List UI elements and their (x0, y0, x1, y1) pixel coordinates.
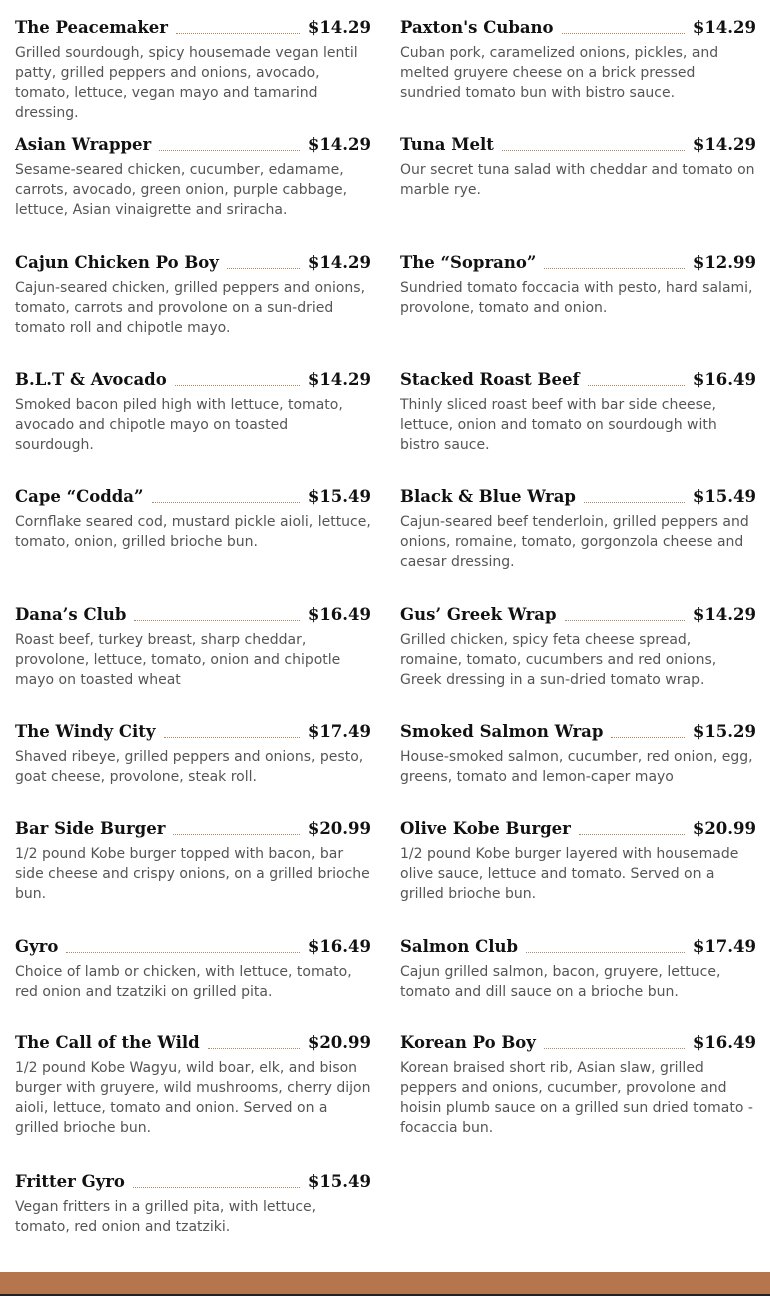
item-description: Cornflake seared cod, mustard pickle aioli, lettuce, tomato, onion, grilled brioche bun. (15, 514, 371, 550)
menu-item (15, 132, 371, 220)
dot-leader (175, 385, 300, 386)
item-name: B.L.T & Avocado (15, 370, 167, 389)
dot-leader (611, 737, 684, 738)
dot-leader (159, 150, 300, 151)
menu-item (400, 15, 756, 103)
item-name: Fritter Gyro (15, 1172, 125, 1191)
item-description: Our secret tuna salad with cheddar and tomato on marble rye. (400, 162, 755, 198)
menu-item (400, 602, 756, 690)
dot-leader (134, 620, 299, 621)
menu-item (400, 934, 756, 1002)
item-description: Cajun-seared beef tenderloin, grilled peppers and onions, romaine, tomato, gorgonzola cheese and caesar dressing. (400, 514, 749, 570)
menu-item (15, 1030, 371, 1138)
item-name: Cape “Codda” (15, 487, 144, 506)
menu-item (400, 367, 756, 455)
item-description: House-smoked salmon, cucumber, red onion, egg, greens, tomato and lemon-caper mayo (400, 749, 753, 785)
dot-leader (133, 1187, 300, 1188)
item-description: Cuban pork, caramelized onions, pickles, and melted gruyere cheese on a brick pressed sundried tomato bun with bistro sauce. (400, 45, 719, 101)
menu-item (15, 602, 371, 690)
dot-leader (164, 737, 300, 738)
item-price: $14.29 (307, 135, 371, 154)
menu-item (400, 1030, 756, 1138)
menu-item (400, 719, 756, 787)
item-price: $15.49 (307, 487, 371, 506)
dot-leader (565, 620, 685, 621)
item-description: 1/2 pound Kobe burger layered with housemade olive sauce, lettuce and tomato. Served on a grilled brioche bun. (400, 846, 739, 902)
item-description: Shaved ribeye, grilled peppers and onions, pesto, goat cheese, provolone, steak roll. (15, 749, 364, 785)
item-description: Sundried tomato foccacia with pesto, hard salami, provolone, tomato and onion. (400, 280, 753, 316)
dot-leader (562, 33, 685, 34)
item-description: Sesame-seared chicken, cucumber, edamame, carrots, avocado, green onion, purple cabbage, lettuce, Asian vinaigrette and sriracha. (15, 162, 348, 218)
item-description: Cajun grilled salmon, bacon, gruyere, lettuce, tomato and dill sauce on a brioche bun. (400, 964, 721, 1000)
item-description: Smoked bacon piled high with lettuce, tomato, avocado and chipotle mayo on toasted sourdough. (15, 397, 343, 453)
item-price: $14.29 (692, 135, 756, 154)
item-price: $16.49 (692, 370, 756, 389)
item-name: Bar Side Burger (15, 819, 166, 838)
item-price: $15.49 (692, 487, 756, 506)
menu-item (400, 816, 756, 904)
item-description: Cajun-seared chicken, grilled peppers and onions, tomato, carrots and provolone on a sun-dried tomato roll and chipotle mayo. (15, 280, 366, 336)
dot-leader (579, 834, 685, 835)
item-price: $16.49 (692, 1033, 756, 1052)
item-name: Smoked Salmon Wrap (400, 722, 604, 741)
item-description: Vegan fritters in a grilled pita, with lettuce, tomato, red onion and tzatziki. (15, 1199, 317, 1235)
item-name: The Peacemaker (15, 18, 168, 37)
dot-leader (544, 1048, 685, 1049)
item-price: $17.49 (307, 722, 371, 741)
menu-item (15, 367, 371, 455)
item-name: The “Soprano” (400, 253, 537, 272)
dot-leader (152, 502, 300, 503)
dot-leader (227, 268, 300, 269)
menu-item (400, 132, 756, 200)
item-name: Stacked Roast Beef (400, 370, 580, 389)
item-price: $12.99 (692, 253, 756, 272)
item-description: 1/2 pound Kobe burger topped with bacon, bar side cheese and crispy onions, on a grilled brioche bun. (15, 846, 370, 902)
dot-leader (544, 268, 685, 269)
item-price: $14.29 (692, 18, 756, 37)
menu-item (15, 719, 371, 787)
dot-leader (584, 502, 685, 503)
item-price: $14.29 (307, 253, 371, 272)
dot-leader (588, 385, 685, 386)
item-price: $15.49 (307, 1172, 371, 1191)
item-price: $20.99 (307, 819, 371, 838)
item-price: $14.29 (692, 605, 756, 624)
dot-leader (66, 952, 299, 953)
item-description: Roast beef, turkey breast, sharp cheddar, provolone, lettuce, tomato, onion and chipotle mayo on toasted wheat (15, 632, 341, 688)
dot-leader (208, 1048, 300, 1049)
item-name: Gyro (15, 937, 59, 956)
item-description: Choice of lamb or chicken, with lettuce, tomato, red onion and tzatziki on grilled pita. (15, 964, 352, 1000)
item-price: $16.49 (307, 605, 371, 624)
menu-item (15, 250, 371, 338)
item-price: $15.29 (692, 722, 756, 741)
item-price: $16.49 (307, 937, 371, 956)
item-price: $14.29 (307, 370, 371, 389)
item-name: Dana’s Club (15, 605, 127, 624)
dot-leader (502, 150, 685, 151)
menu-item (400, 484, 756, 572)
dot-leader (176, 33, 300, 34)
item-description: Grilled chicken, spicy feta cheese spread, romaine, tomato, cucumbers and red onions, Greek dressing in a sun-dried tomato wrap. (400, 632, 717, 688)
item-price: $17.49 (692, 937, 756, 956)
item-name: Black & Blue Wrap (400, 487, 576, 506)
item-name: The Call of the Wild (15, 1033, 200, 1052)
dot-leader (173, 834, 299, 835)
item-name: Asian Wrapper (15, 135, 152, 154)
footer-bar (0, 1272, 770, 1294)
item-name: Olive Kobe Burger (400, 819, 571, 838)
menu-item (15, 816, 371, 904)
item-description: Thinly sliced roast beef with bar side cheese, lettuce, onion and tomato on sourdough with bistro sauce. (400, 397, 717, 453)
item-name: Cajun Chicken Po Boy (15, 253, 219, 272)
item-name: Tuna Melt (400, 135, 494, 154)
item-name: Salmon Club (400, 937, 519, 956)
item-price: $20.99 (692, 819, 756, 838)
item-name: The Windy City (15, 722, 156, 741)
item-description: Korean braised short rib, Asian slaw, grilled peppers and onions, cucumber, provolone and hoisin plumb sauce on a grilled sun dried tomato - focaccia bun. (400, 1060, 753, 1136)
menu-item (15, 484, 371, 552)
dot-leader (526, 952, 685, 953)
item-description: 1/2 pound Kobe Wagyu, wild boar, elk, and bison burger with gruyere, wild mushrooms, cherry dijon aioli, lettuce, tomato and onion. Served on a grilled brioche bun. (15, 1060, 371, 1136)
menu-item (15, 1169, 371, 1237)
menu-item (15, 15, 371, 123)
item-description: Grilled sourdough, spicy housemade vegan lentil patty, grilled peppers and onions, avocado, tomato, lettuce, vegan mayo and tamarind dressing. (15, 45, 358, 121)
item-name: Paxton's Cubano (400, 18, 554, 37)
item-price: $20.99 (307, 1033, 371, 1052)
item-name: Gus’ Greek Wrap (400, 605, 557, 624)
menu-item (15, 934, 371, 1002)
item-price: $14.29 (307, 18, 371, 37)
item-name: Korean Po Boy (400, 1033, 536, 1052)
menu-item (400, 250, 756, 318)
